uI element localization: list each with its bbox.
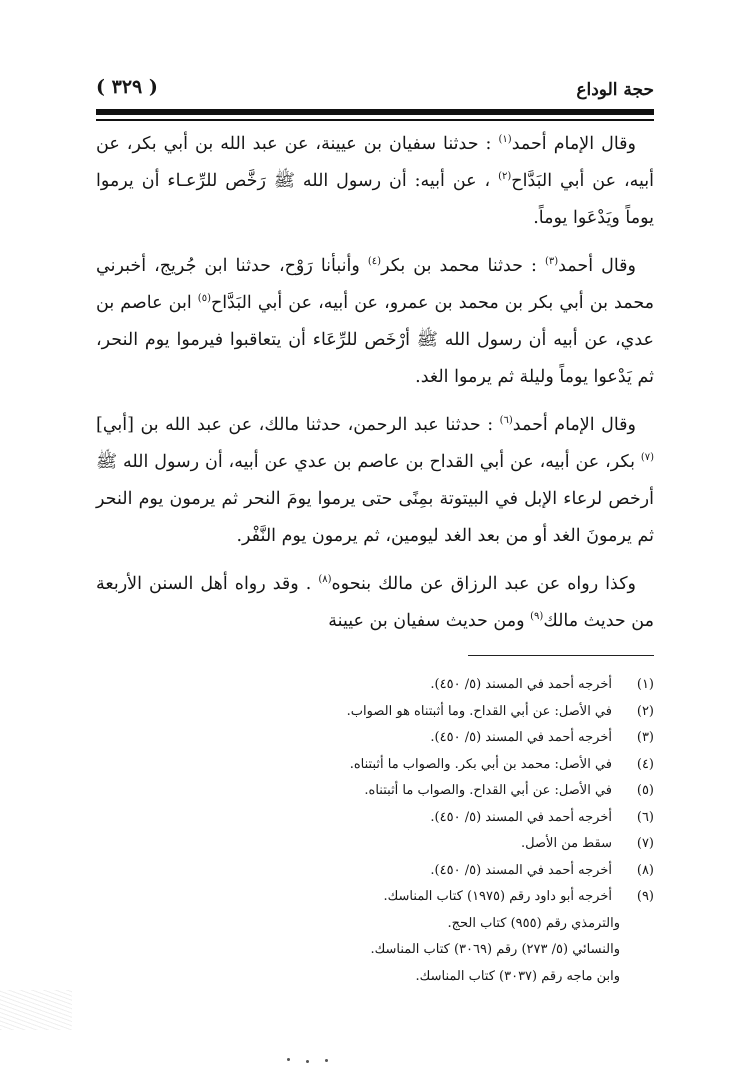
footnote-number: (٩) [636, 889, 654, 904]
footnote [200, 725, 654, 752]
paragraph-text: وكذا رواه عن عبد الرزاق عن مالك بنحوه [331, 574, 636, 594]
scan-speck [306, 1060, 309, 1063]
paragraph-text: ومن حديث سفيان بن عيينة [328, 611, 531, 631]
footnote-ref: (٥) [197, 293, 211, 305]
scan-speck [325, 1059, 328, 1062]
paragraph-text: بكر، عن أبيه، عن أبي القداح بن عاصم بن عدي عن أبيه، أن رسول الله ﷺ أرخص لرعاء الإبل في البيتوتة بمِنًى حتى يرموا يومَ النحر ثم يرمون يوم النحر ثم يرمونَ الغد أو من بعد الغد ليومين، ثم يرمون يوم النَّفْر. [96, 452, 654, 546]
footnote-text: في الأصل: عن أبي القداح. وما أثبتناه هو الصواب. [346, 703, 612, 719]
footnote-text: وابن ماجه رقم (٣٠٣٧) كتاب المناسك. [415, 968, 620, 984]
footnote [200, 937, 654, 964]
scan-speck [287, 1058, 290, 1061]
scan-smudge [0, 990, 72, 1030]
footnote-text: أخرجه أحمد في المسند (٥/ ٤٥٠). [430, 862, 612, 878]
paragraph [96, 248, 654, 396]
footnote-text: في الأصل: محمد بن أبي بكر. والصواب ما أثبتناه. [349, 756, 612, 772]
main-text [96, 126, 654, 651]
footnote-text: والترمذي رقم (٩٥٥) كتاب الحج. [447, 915, 620, 931]
footnote [200, 778, 654, 805]
footnotes [200, 672, 654, 990]
footnote-number: (٨) [636, 862, 654, 878]
header-rule-thick [96, 109, 654, 115]
page-number: ( ٣٢٩ ) [96, 76, 158, 98]
footnote-text: أخرجه أحمد في المسند (٥/ ٤٥٠). [430, 730, 612, 745]
footnote-number: (٤) [636, 756, 654, 772]
footnote-ref: (٤) [367, 256, 382, 268]
footnote [200, 699, 654, 726]
footnote [200, 831, 654, 858]
footnote-number: (٥) [636, 783, 654, 798]
paragraph [96, 126, 654, 237]
running-header [96, 74, 654, 104]
header-rule-thin [96, 119, 654, 121]
footnote-text: والنسائي (٥/ ٢٧٣) رقم (٣٠٦٩) كتاب المناسك. [370, 942, 620, 957]
paragraph-text: وقال أحمد [558, 256, 636, 276]
footnote-number: (١) [636, 677, 654, 692]
footnote-ref: (٣) [544, 256, 559, 268]
footnote-number: (٦) [636, 809, 654, 825]
paragraph-text: وقال الإمام أحمد [512, 415, 636, 435]
footnote-text: أخرجه أبو داود رقم (١٩٧٥) كتاب المناسك. [383, 889, 612, 904]
footnote [200, 805, 654, 832]
footnote-separator [468, 655, 654, 656]
paragraph [96, 407, 654, 555]
footnote-text: أخرجه أحمد في المسند (٥/ ٤٥٠). [430, 677, 612, 692]
paragraph-text: وقال الإمام أحمد [511, 134, 636, 154]
footnote-ref: (١) [498, 134, 512, 146]
footnote-ref: (٦) [499, 415, 513, 427]
footnote [200, 672, 654, 699]
footnote-text: في الأصل: عن أبي القداح. والصواب ما أثبتناه. [364, 783, 612, 798]
paragraph-text: وأنبأنا رَوْح، حدثنا ابن جُريج، أخبرني محمد بن أبي بكر بن محمد بن عمرو، عن أبيه، عن أبي البَدَّاح [96, 256, 655, 313]
footnote-number: (٣) [636, 730, 654, 745]
footnote [200, 911, 654, 938]
footnote-text: سقط من الأصل. [521, 836, 612, 851]
paragraph-text: ابن عاصم بن عدي، عن أبيه أن رسول الله ﷺ أرْخَص للرِّعَاء أن يتعاقبوا فيرموا يوم النحر، ثم يَدْعوا يوماً وليلة ثم يرموا الغد. [96, 293, 654, 387]
paragraph-text: : حدثنا محمد بن بكر [381, 256, 545, 276]
paragraph-text: ، عن أبيه: أن رسول الله ﷺ رَخَّص للرِّعـاء أن يرموا يوماً ويَدْعَوا يوماً. [96, 171, 654, 228]
footnote-ref: (٨) [318, 574, 332, 586]
footnote-number: (٢) [636, 703, 654, 719]
paragraph-text: : حدثنا عبد الرحمن، حدثنا مالك، عن عبد الله بن [أبي] [96, 415, 500, 435]
running-title: حجة الوداع [576, 80, 654, 100]
footnote-number: (٧) [636, 836, 654, 851]
footnote [200, 858, 654, 885]
paragraph-text: : حدثنا سفيان بن عيينة، عن عبد الله بن أبي بكر، عن أبيه، عن أبي البَدَّاح [96, 134, 654, 191]
footnote [200, 884, 654, 911]
footnote-ref: (٧) [640, 452, 654, 464]
footnote [200, 752, 654, 779]
footnote-ref: (٢) [498, 171, 512, 183]
paragraph-text: . وقد رواه أهل السنن الأربعة من حديث مالك [96, 574, 654, 631]
footnote-text: أخرجه أحمد في المسند (٥/ ٤٥٠). [430, 809, 612, 825]
footnote [200, 964, 654, 991]
paragraph [96, 566, 654, 640]
footnote-ref: (٩) [530, 611, 544, 623]
